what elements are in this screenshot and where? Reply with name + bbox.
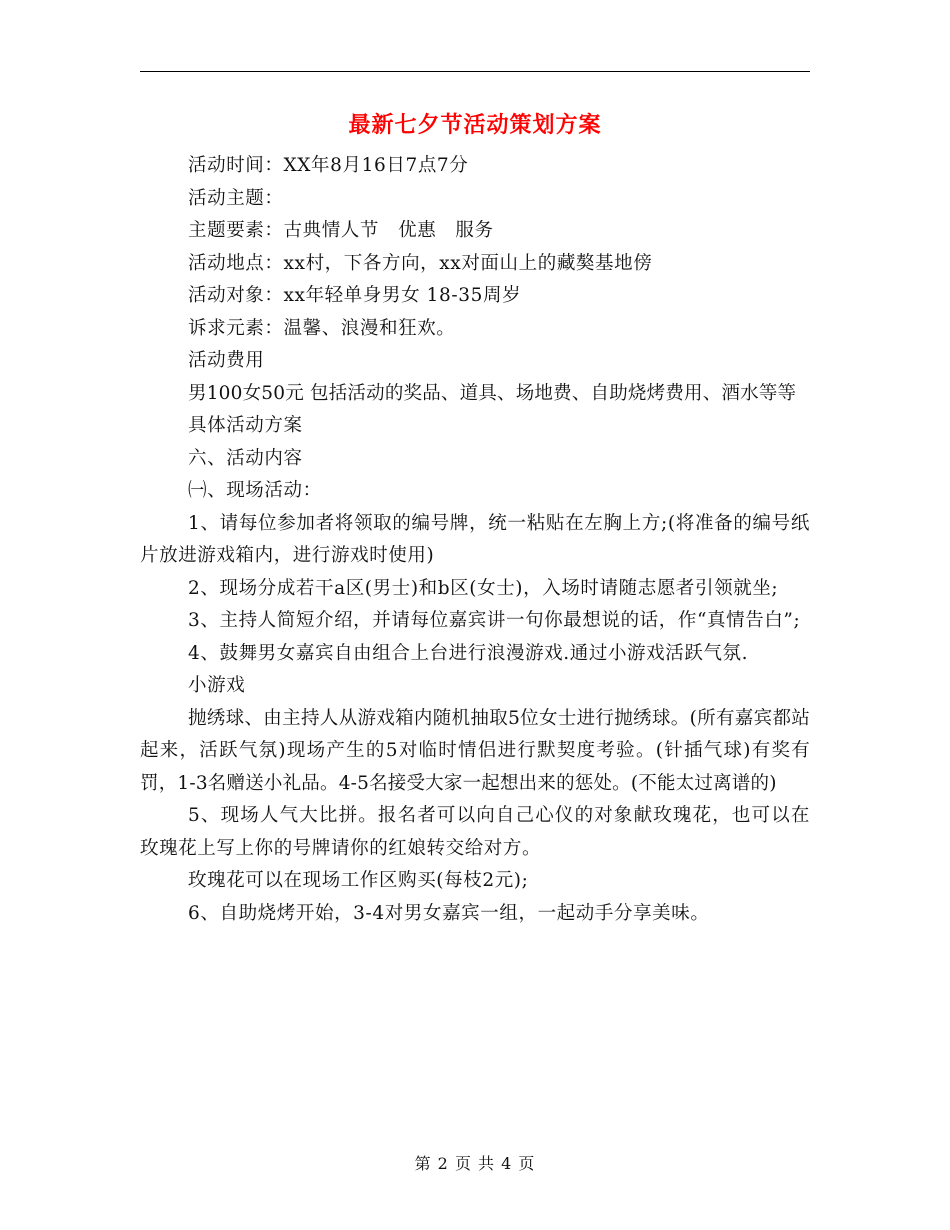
document-title: 最新七夕节活动策划方案 <box>348 112 602 138</box>
page-footer: 第 2 页 共 4 页 <box>414 1154 536 1173</box>
paragraph-appeal-elements: 诉求元素：温馨、浪漫和狂欢。 <box>188 317 456 339</box>
paragraph-mini-game-details: 抛绣球、由主持人从游戏箱内随机抽取5位女士进行抛绣球。(所有嘉宾都站起来，活跃气氛)现场产生的5对临时情侣进行默契度考验。(针插气球)有奖有罚，1-3名赠送小礼品。4-5名接受大家一起想出来的惩处。(不能太过离谱的) <box>140 707 810 794</box>
paragraph-onsite-heading: ㈠、现场活动： <box>188 480 322 501</box>
paragraph-item-3: 3、主持人简短介绍，并请每位嘉宾讲一句你最想说的话，作“真情告白”; <box>188 610 801 631</box>
paragraph-plan-heading: 具体活动方案 <box>188 415 303 436</box>
paragraph-rose-purchase: 玫瑰花可以在现场工作区购买(每枝2元); <box>188 870 529 891</box>
paragraph-activity-time: 活动时间：XX年8月16日7点7分 <box>188 155 469 176</box>
paragraph-item-2: 2、现场分成若干a区(男士)和b区(女士)，入场时请随志愿者引领就坐; <box>188 577 779 599</box>
paragraph-item-1: 1、请每位参加者将领取的编号牌，统一粘贴在左胸上方;(将准备的编号纸片放进游戏箱内，进行游戏时使用) <box>140 512 810 566</box>
paragraph-activity-audience: 活动对象：xx年轻单身男女 18-35周岁 <box>188 285 522 306</box>
header-rule <box>140 71 810 72</box>
paragraph-content-heading: 六、活动内容 <box>188 447 303 469</box>
paragraph-item-5: 5、现场人气大比拼。报名者可以向自己心仪的对象献玫瑰花，也可以在玫瑰花上写上你的号牌请你的红娘转交给对方。 <box>140 805 810 859</box>
paragraph-theme-elements: 主题要素：古典情人节 优惠 服务 <box>188 220 494 241</box>
paragraph-item-6: 6、自助烧烤开始，3-4对男女嘉宾一组，一起动手分享美味。 <box>188 902 710 924</box>
paragraph-activity-location: 活动地点：xx村，下各方向，xx对面山上的藏獒基地傍 <box>188 252 653 274</box>
paragraph-item-4: 4、鼓舞男女嘉宾自由组合上台进行浪漫游戏.通过小游戏活跃气氛. <box>188 642 749 664</box>
paragraph-cost-heading: 活动费用 <box>188 350 265 371</box>
document-body <box>140 150 810 930</box>
paragraph-mini-game-heading: 小游戏 <box>188 675 246 696</box>
paragraph-cost-details: 男100女50元 包括活动的奖品、道具、场地费、自助烧烤费用、酒水等等 <box>188 382 797 404</box>
paragraph-activity-theme: 活动主题： <box>188 187 284 209</box>
